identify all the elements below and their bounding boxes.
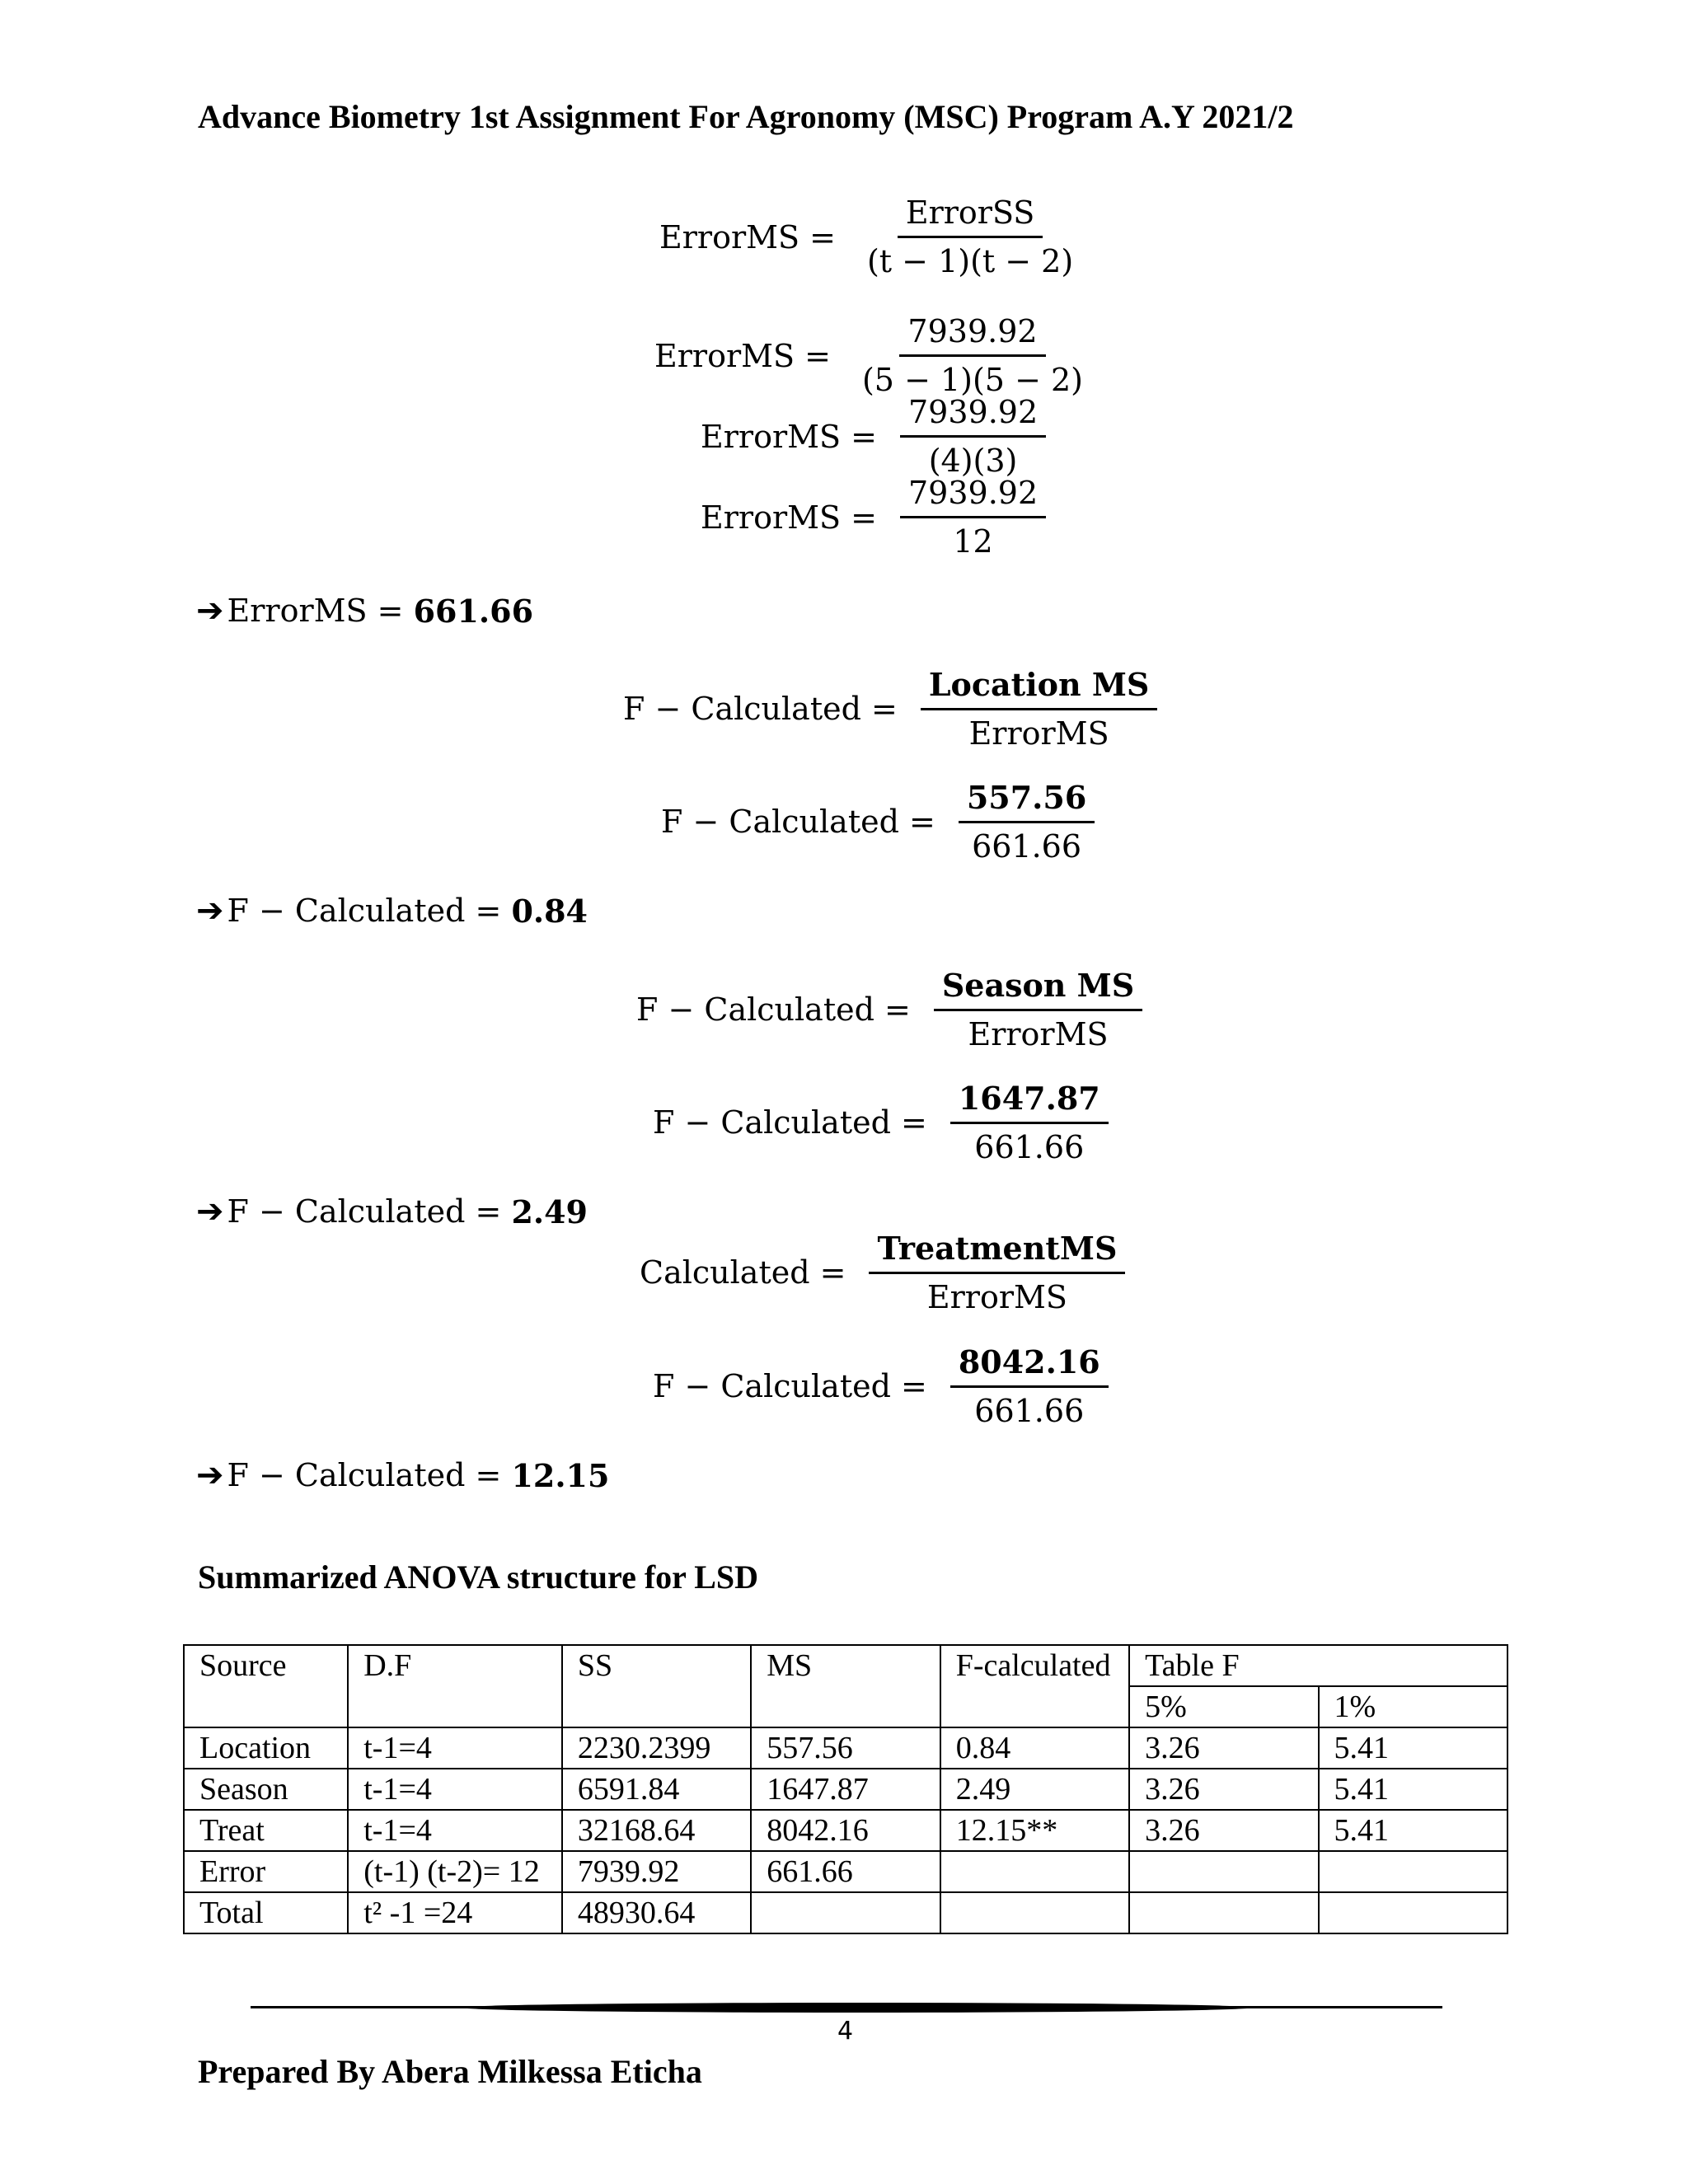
numerator: 1647.87 [950,1080,1109,1124]
error-ms-formula [659,194,1081,279]
result-value: 12.15 [511,1456,610,1494]
footer-rule-ornament [462,2003,1253,2013]
result-label: F − Calculated = [227,1193,502,1230]
cell-f1 [1319,1851,1507,1892]
cell-f5: 3.26 [1129,1727,1318,1769]
numerator: TreatmentMS [869,1230,1125,1274]
numerator: Location MS [921,666,1158,710]
anova-table [183,1644,1508,1934]
table-row [184,1769,1507,1810]
treatment-f-result [196,1456,609,1494]
denominator: 661.66 [974,1393,1085,1429]
result-value: 661.66 [413,592,534,630]
cell-f1: 5.41 [1319,1727,1507,1769]
treatment-f-formula [640,1230,1125,1315]
cell-ms: 557.56 [751,1727,940,1769]
cell-f: 12.15** [940,1810,1129,1851]
table-header-row [184,1645,1507,1686]
arrow-icon: ➔ [196,1456,224,1494]
cell-ss: 32168.64 [562,1810,751,1851]
denominator: ErrorMS [968,1016,1109,1052]
equation-lhs: ErrorMS = [659,218,836,255]
cell-source: Location [184,1727,348,1769]
table-row [184,1727,1507,1769]
location-f-formula [623,666,1157,752]
denominator: 661.66 [974,1129,1085,1165]
equation-lhs: F − Calculated = [623,691,898,727]
cell-ss: 48930.64 [562,1892,751,1933]
numerator: 557.56 [959,779,1095,823]
treatment-f-substitution [653,1343,1109,1429]
numerator: 7939.92 [900,475,1046,518]
numerator: 7939.92 [899,313,1045,357]
header-1-percent: 1% [1319,1686,1507,1727]
header-5-percent: 5% [1129,1686,1318,1727]
cell-df: t² -1 =24 [348,1892,562,1933]
cell-f1: 5.41 [1319,1769,1507,1810]
denominator: 661.66 [972,828,1082,865]
equation-lhs: ErrorMS = [654,337,831,374]
cell-f5: 3.26 [1129,1810,1318,1851]
cell-f1 [1319,1892,1507,1933]
season-f-result [196,1193,588,1230]
equation-lhs: F − Calculated = [636,991,911,1028]
equation-lhs: F − Calculated = [653,1104,927,1141]
equation-lhs: ErrorMS = [701,418,877,455]
location-f-result [196,892,588,930]
denominator: (4)(3) [928,443,1018,479]
numerator: Season MS [934,967,1142,1011]
result-value: 2.49 [511,1193,588,1230]
cell-df: t-1=4 [348,1810,562,1851]
cell-ms: 661.66 [751,1851,940,1892]
header-source: Source [184,1645,348,1727]
header-ss: SS [562,1645,751,1727]
cell-f [940,1851,1129,1892]
cell-ss: 2230.2399 [562,1727,751,1769]
season-f-substitution [653,1080,1109,1165]
denominator: ErrorMS [968,715,1109,752]
page-footer: Prepared By Abera Milkessa Eticha [198,2053,702,2090]
equation-lhs: F − Calculated = [653,1368,927,1404]
page-header: Advance Biometry 1st Assignment For Agronomy (MSC) Program A.Y 2021/2 [198,98,1294,135]
header-ms: MS [751,1645,940,1727]
error-ms-final-fraction [701,475,1046,560]
section-title: Summarized ANOVA structure for LSD [198,1558,758,1596]
cell-source: Season [184,1769,348,1810]
header-df: D.F [348,1645,562,1727]
error-ms-result [196,592,533,630]
result-label: ErrorMS = [227,593,404,629]
cell-f5 [1129,1851,1318,1892]
result-label: F − Calculated = [227,893,502,929]
cell-df: t-1=4 [348,1727,562,1769]
cell-df: (t-1) (t-2)= 12 [348,1851,562,1892]
result-value: 0.84 [511,892,588,930]
cell-ss: 7939.92 [562,1851,751,1892]
cell-f: 0.84 [940,1727,1129,1769]
cell-source: Total [184,1892,348,1933]
page-number: 4 [837,2017,854,2046]
cell-f5 [1129,1892,1318,1933]
equation-lhs: ErrorMS = [701,499,877,536]
arrow-icon: ➔ [196,892,224,930]
cell-ms [751,1892,940,1933]
arrow-icon: ➔ [196,592,224,630]
numerator: ErrorSS [898,194,1043,238]
equation-lhs: F − Calculated = [661,804,935,840]
arrow-icon: ➔ [196,1193,224,1230]
cell-f: 2.49 [940,1769,1129,1810]
numerator: 7939.92 [900,394,1046,438]
equation-lhs: Calculated = [640,1254,846,1291]
error-ms-simplified [701,394,1046,479]
header-f-calculated: F-calculated [940,1645,1129,1727]
cell-f1: 5.41 [1319,1810,1507,1851]
denominator: (t − 1)(t − 2) [866,243,1074,279]
season-f-formula [636,967,1142,1052]
cell-df: t-1=4 [348,1769,562,1810]
denominator: ErrorMS [926,1279,1067,1315]
header-table-f: Table F [1129,1645,1507,1686]
cell-f [940,1892,1129,1933]
error-ms-substitution [654,313,1091,398]
denominator: (5 − 1)(5 − 2) [861,362,1083,398]
cell-f5: 3.26 [1129,1769,1318,1810]
table-row [184,1892,1507,1933]
table-row [184,1851,1507,1892]
result-label: F − Calculated = [227,1457,502,1493]
cell-source: Treat [184,1810,348,1851]
cell-ms: 1647.87 [751,1769,940,1810]
cell-ss: 6591.84 [562,1769,751,1810]
location-f-substitution [661,779,1095,865]
denominator: 12 [953,523,993,560]
table-row [184,1810,1507,1851]
numerator: 8042.16 [950,1343,1109,1388]
cell-source: Error [184,1851,348,1892]
cell-ms: 8042.16 [751,1810,940,1851]
